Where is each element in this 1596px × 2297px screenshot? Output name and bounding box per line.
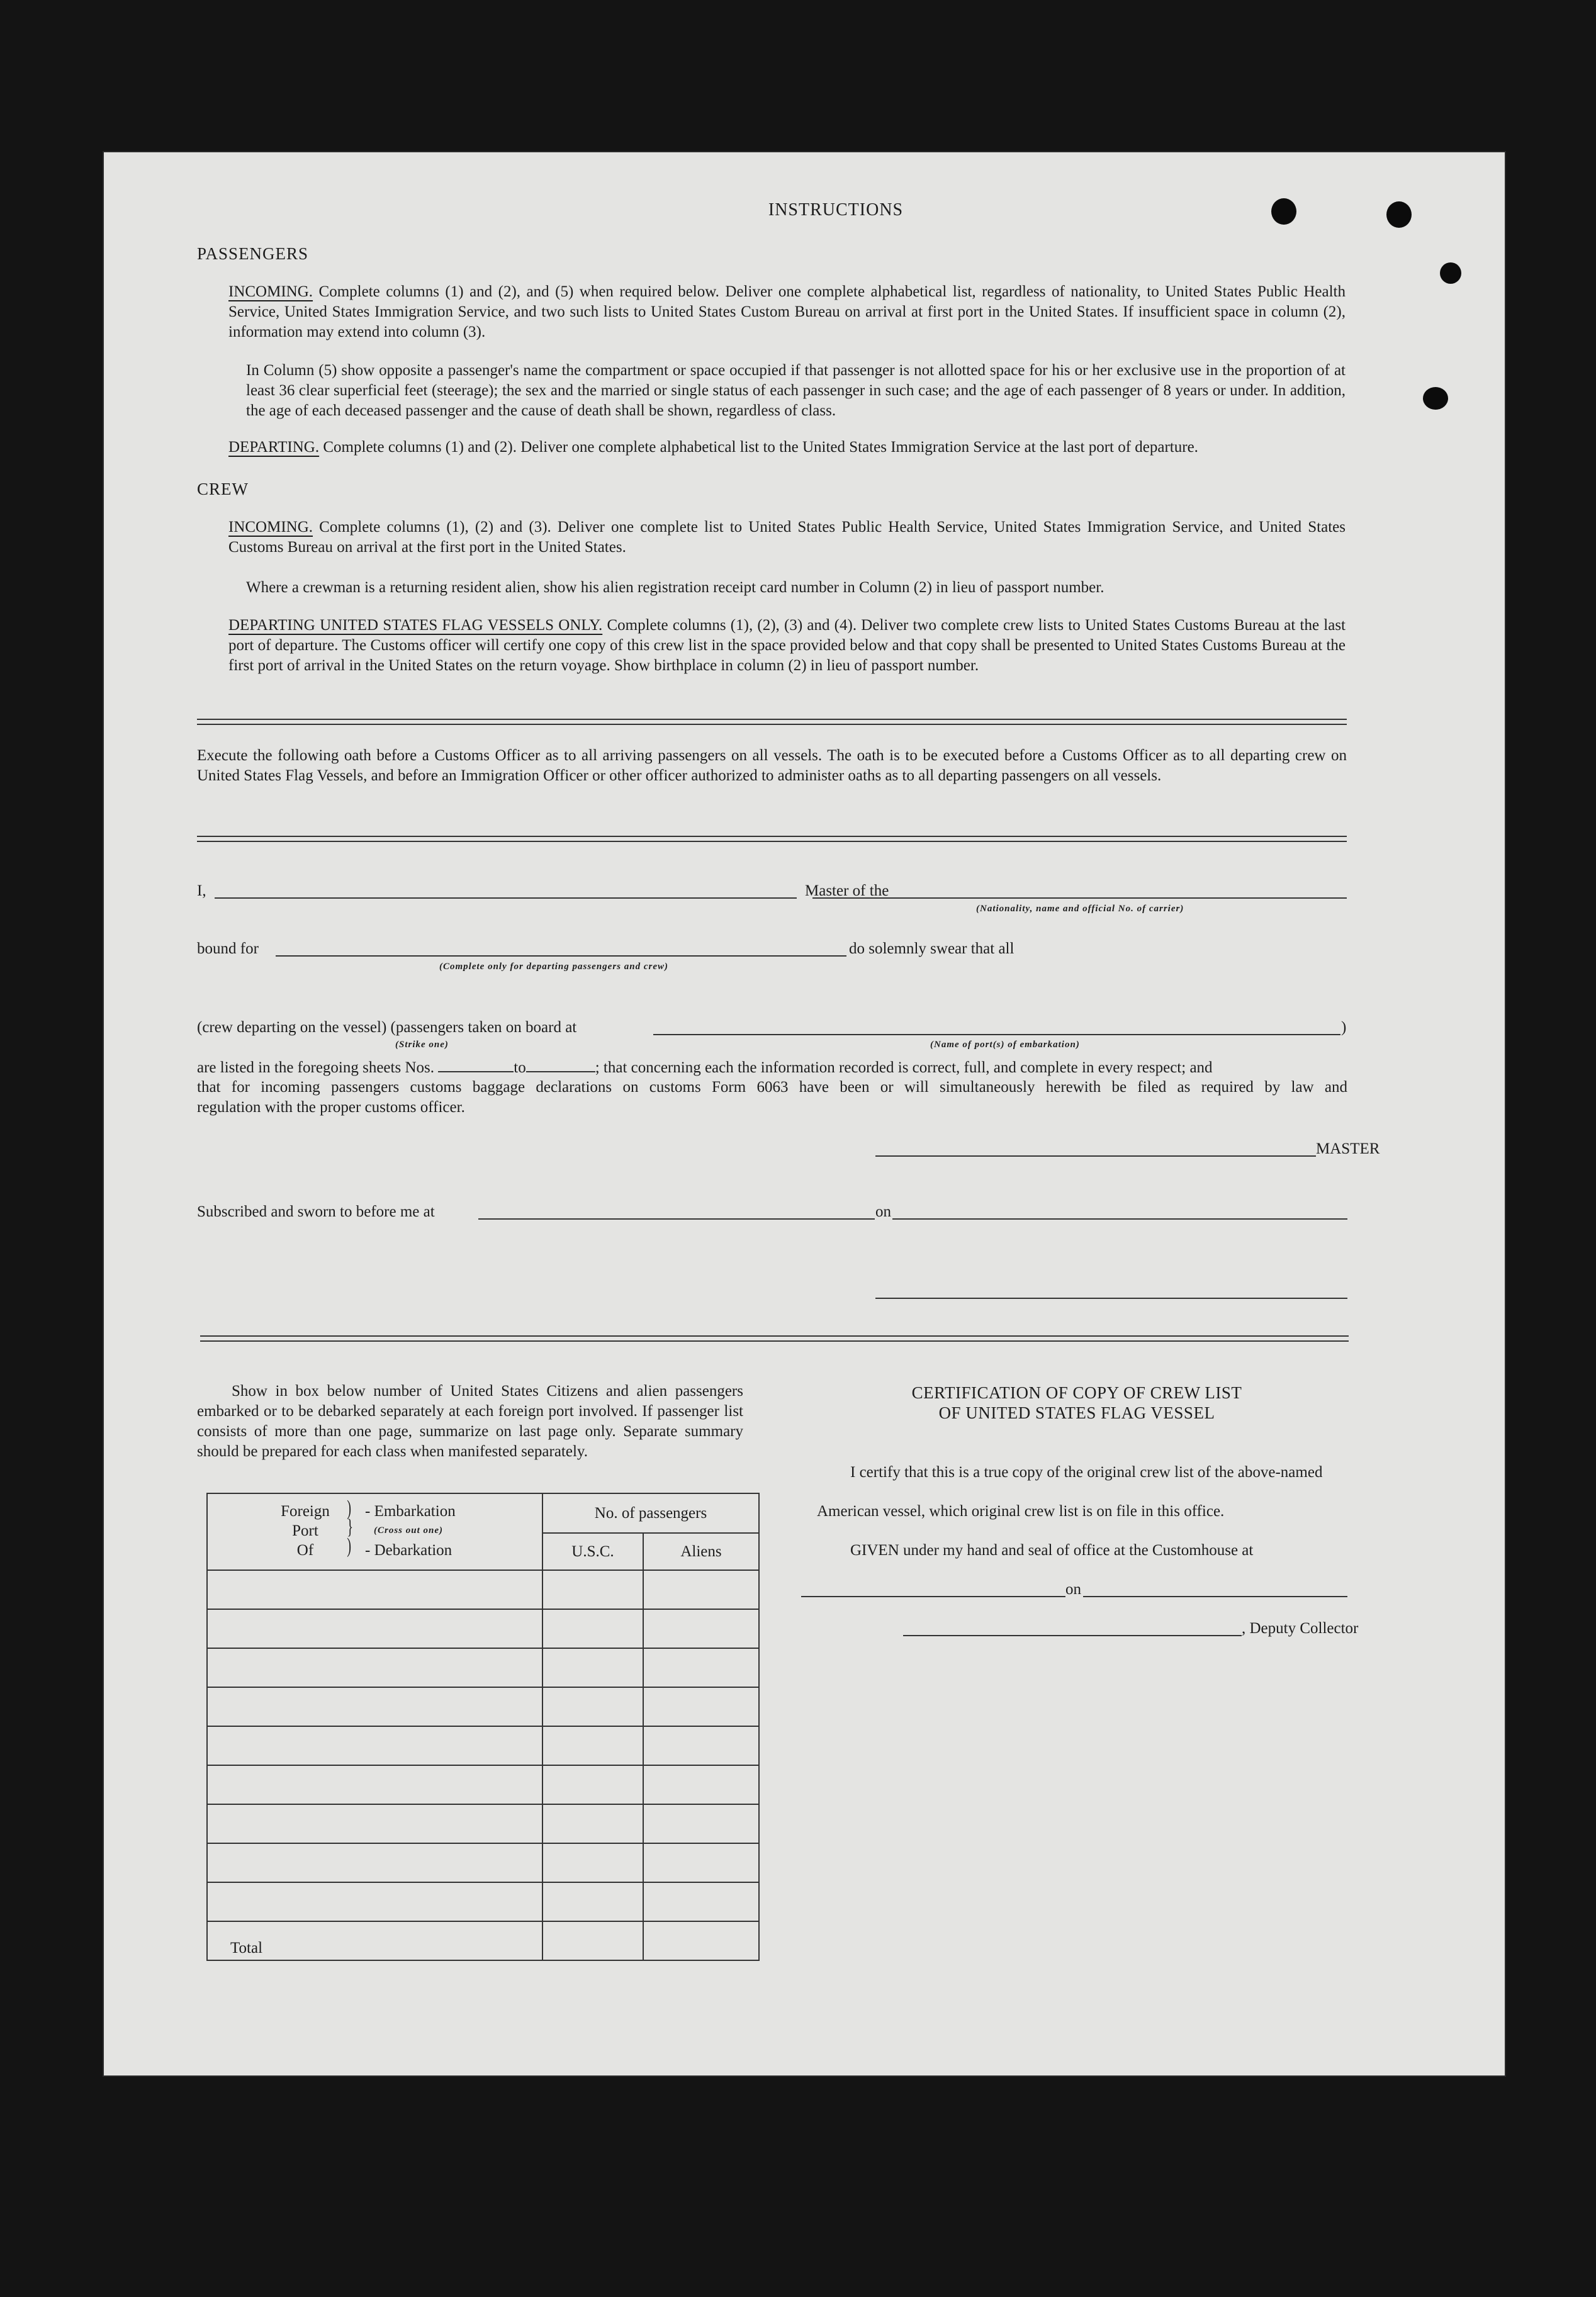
oath-intro: Execute the following oath before a Customs Officer as to all arriving passengers on all vessels. The oath is to be executed before a Customs Officer as to all departing crew on United States Flag Vessels, and before an Immigration Officer or other officer authorized to administer oaths as to all departing passengers on all vessels.: [197, 747, 1347, 784]
port-cell[interactable]: [207, 1648, 542, 1687]
debarkation-label: - Debarkation: [365, 1542, 452, 1559]
ports-caption: (Name of port(s) of embarkation): [930, 1040, 1080, 1050]
table-row: [207, 1609, 759, 1648]
certify-text-2: American vessel, which original crew list is on file in this office.: [817, 1503, 1225, 1520]
embarkation-label: - Embarkation: [365, 1503, 456, 1520]
carrier-caption: (Nationality, name and official No. of carrier): [976, 904, 1184, 914]
usc-cell[interactable]: [542, 1609, 643, 1648]
usc-cell[interactable]: [542, 1765, 643, 1804]
bound-for-line[interactable]: [276, 955, 846, 957]
listed-label: are listed in the foregoing sheets Nos.: [197, 1059, 434, 1076]
foreign-label: Foreign: [281, 1503, 330, 1520]
bound-for-label: bound for: [197, 940, 259, 957]
aliens-cell[interactable]: [643, 1843, 759, 1882]
brace-icon: ) } ): [347, 1497, 354, 1558]
customhouse-place-line[interactable]: [801, 1596, 1065, 1597]
certification-title-2: OF UNITED STATES FLAG VESSEL: [938, 1403, 1215, 1422]
section-divider: [197, 719, 1347, 725]
aliens-cell[interactable]: [643, 1648, 759, 1687]
officer-signature-line[interactable]: [875, 1298, 1347, 1299]
aliens-cell[interactable]: [643, 1882, 759, 1921]
table-row: [207, 1843, 759, 1882]
deputy-collector-label: , Deputy Collector: [1242, 1620, 1359, 1637]
summary-instructions: Show in box below number of United States Citizens and alien passengers embarked or to be debarked separately at each foreign port involved. If passenger list consists of more than one page, summarize on last page only. Separate summary should be prepared for each class when manifested separately.: [197, 1383, 743, 1460]
usc-cell[interactable]: [542, 1648, 643, 1687]
port-cell[interactable]: [207, 1609, 542, 1648]
crew-departing-text: Complete columns (1), (2), (3) and (4). Deliver two complete crew lists to United States Customs Bureau at the last port of departure. The Customs officer will certify one copy of this crew list in the space provided below and that copy shall be presented to United States Customs Bureau at the first port of arrival in the United States on the return voyage. Show birthplace in column (2) in lieu of passport number.: [228, 617, 1346, 674]
table-row: [207, 1804, 759, 1843]
sheet-to-field[interactable]: [526, 1057, 595, 1072]
port-label: Port: [292, 1522, 318, 1539]
aliens-cell[interactable]: [643, 1687, 759, 1726]
usc-cell[interactable]: [542, 1687, 643, 1726]
aliens-cell[interactable]: [643, 1765, 759, 1804]
of-label: Of: [296, 1542, 314, 1559]
master-name-line: [215, 897, 797, 899]
port-cell[interactable]: [207, 1687, 542, 1726]
passengers-departing-text: Complete columns (1) and (2). Deliver one complete alphabetical list to the United States Immigration Service at the last port of departure.: [323, 439, 1198, 456]
certify-text-1: I certify that this is a true copy of the original crew list of the above-named: [850, 1464, 1323, 1481]
crew-incoming-paragraph: [228, 517, 1346, 558]
table-row: [207, 1648, 759, 1687]
passengers-departing-label: DEPARTING.: [228, 439, 320, 456]
table-row: [207, 1687, 759, 1726]
aliens-cell[interactable]: [643, 1570, 759, 1609]
no-passengers-header: No. of passengers: [542, 1493, 759, 1533]
usc-header: U.S.C.: [542, 1533, 643, 1570]
total-label: Total: [207, 1921, 542, 1960]
swear-label: do solemnly swear that all: [849, 940, 1014, 957]
section-divider: [197, 836, 1347, 842]
crew-departing-options[interactable]: (crew departing on the vessel) (passengers taken on board at: [197, 1019, 577, 1036]
usc-cell[interactable]: [542, 1726, 643, 1765]
crew-resident-paragraph: Where a crewman is a returning resident alien, show his alien registration receipt card number in Column (2) in lieu of passport number.: [246, 579, 1104, 596]
crew-departing-paragraph: [228, 615, 1346, 676]
form-sheet: [103, 151, 1506, 2077]
passengers-column5-paragraph: In Column (5) show opposite a passenger's name the compartment or space occupied if that passenger is not allotted space for his or her exclusive use in the proportion of at least 36 clear superficial feet (steerage); the sex and the married or single status of each passenger in such case; and the age of each passenger of 8 years or under. In addition, the age of each deceased passenger and the cause of death shall be shown, regardless of class.: [246, 362, 1346, 419]
master-of-label: Master of the: [805, 882, 889, 899]
listed-text-1: ; that concerning each the information recorded is correct, full, and complete in every respect; and: [595, 1059, 1213, 1076]
strike-caption: (Strike one): [395, 1040, 449, 1050]
port-cell[interactable]: [207, 1570, 542, 1609]
section-divider: [200, 1335, 1349, 1342]
punch-hole: [1440, 262, 1461, 284]
aliens-cell[interactable]: [643, 1804, 759, 1843]
table-row: [207, 1726, 759, 1765]
embarkation-ports-line[interactable]: [653, 1034, 1340, 1035]
total-aliens-cell[interactable]: [643, 1921, 759, 1960]
total-row: [207, 1921, 759, 1960]
usc-cell[interactable]: [542, 1804, 643, 1843]
listed-text-2: that for incoming passengers customs baggage declarations on customs Form 6063 have been or will simultaneously herewith be filed as required by law and: [197, 1079, 1347, 1096]
punch-hole: [1271, 198, 1296, 225]
port-cell[interactable]: [207, 1726, 542, 1765]
subscribed-place-line[interactable]: [478, 1218, 875, 1220]
total-usc-cell[interactable]: [542, 1921, 643, 1960]
usc-cell[interactable]: [542, 1843, 643, 1882]
subscribed-label: Subscribed and sworn to before me at: [197, 1203, 435, 1220]
page-title: INSTRUCTIONS: [768, 200, 904, 220]
punch-hole: [1386, 201, 1412, 228]
usc-cell[interactable]: [542, 1570, 643, 1609]
crew-incoming-text: Complete columns (1), (2) and (3). Deliver one complete list to United States Public Health Service, United States Immigration Service, and United States Customs Bureau on arrival at the first port in the United States.: [228, 519, 1346, 556]
sheet-from-field[interactable]: [438, 1057, 514, 1072]
table-row: [207, 1882, 759, 1921]
crew-incoming-label: INCOMING.: [228, 519, 313, 536]
aliens-cell[interactable]: [643, 1609, 759, 1648]
listed-sheets-line: [197, 1057, 1347, 1078]
passengers-incoming-text: Complete columns (1) and (2), and (5) when required below. Deliver one complete alphabetical list, regardless of nationality, to United States Public Health Service, United States Immigration Service, and two such lists to United States Custom Bureau on arrival at first port in the United States. If insufficient space in column (2), information may extend into column (3).: [228, 283, 1346, 340]
given-text: GIVEN under my hand and seal of office at the Customhouse at: [850, 1542, 1254, 1559]
close-paren: ): [1341, 1019, 1347, 1036]
passenger-summary-table: [206, 1493, 760, 1961]
certification-on-label: on: [1065, 1581, 1081, 1598]
certification-date-line[interactable]: [1083, 1596, 1347, 1597]
deputy-signature-line[interactable]: [903, 1635, 1242, 1636]
subscribed-date-line[interactable]: [892, 1218, 1347, 1220]
table-row: [207, 1570, 759, 1609]
aliens-cell[interactable]: [643, 1726, 759, 1765]
port-cell[interactable]: [207, 1804, 542, 1843]
crew-departing-label: DEPARTING UNITED STATES FLAG VESSELS ONLY.: [228, 617, 603, 634]
passengers-departing-paragraph: [228, 437, 1349, 458]
usc-cell[interactable]: [542, 1882, 643, 1921]
punch-hole: [1423, 387, 1448, 410]
subscribed-on-label: on: [875, 1203, 891, 1220]
port-cell[interactable]: [207, 1882, 542, 1921]
port-cell[interactable]: [207, 1765, 542, 1804]
aliens-header: Aliens: [643, 1533, 759, 1570]
listed-text-3: regulation with the proper customs officer.: [197, 1099, 465, 1116]
master-signature-line[interactable]: [875, 1155, 1316, 1157]
certification-title-1: CERTIFICATION OF COPY OF CREW LIST: [911, 1383, 1242, 1402]
to-label: to: [514, 1059, 526, 1076]
carrier-entry-line[interactable]: [812, 897, 1347, 899]
bound-caption: (Complete only for departing passengers and crew): [439, 962, 668, 972]
crew-heading: CREW: [197, 480, 249, 498]
cross-out-label: (Cross out one): [374, 1525, 444, 1536]
passengers-incoming-label: INCOMING.: [228, 283, 313, 300]
passengers-heading: PASSENGERS: [197, 244, 309, 263]
master-label: MASTER: [1316, 1140, 1380, 1157]
passengers-incoming-paragraph: [228, 282, 1346, 342]
table-row: [207, 1765, 759, 1804]
foreign-port-header: [207, 1493, 542, 1570]
port-cell[interactable]: [207, 1843, 542, 1882]
oath-i-label: I,: [197, 882, 206, 899]
